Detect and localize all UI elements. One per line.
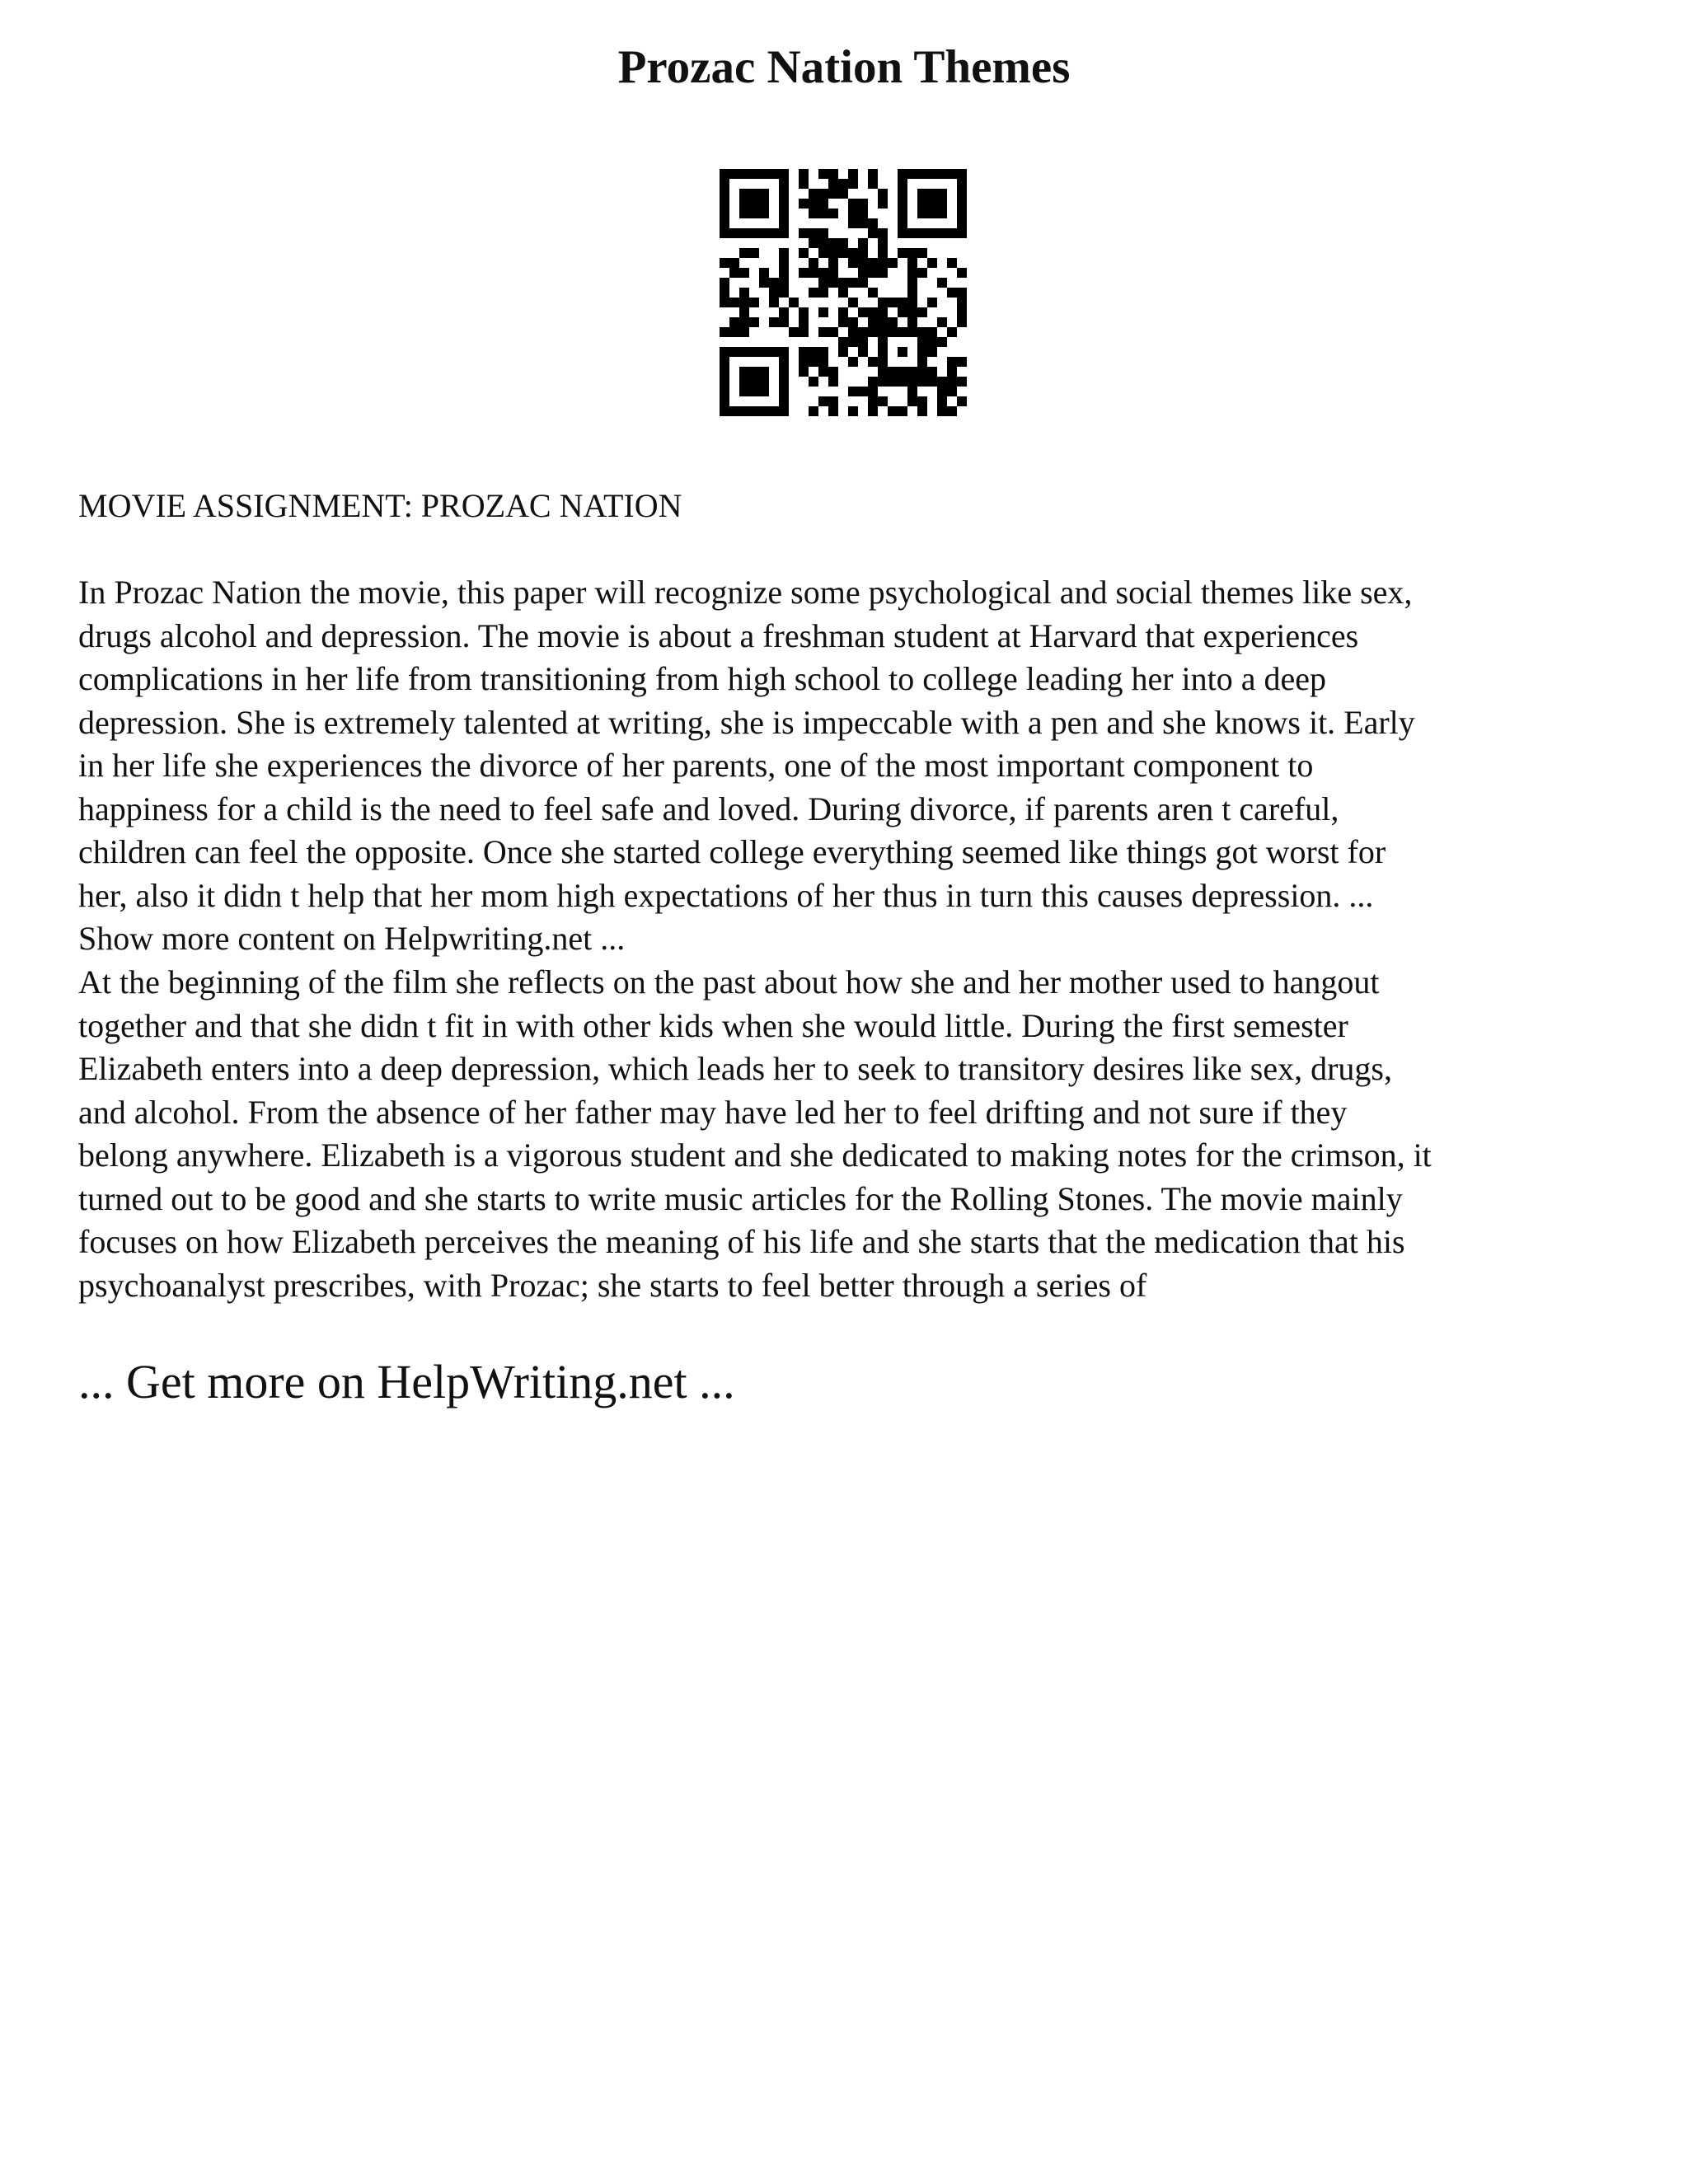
assignment-heading: MOVIE ASSIGNMENT: PROZAC NATION (78, 487, 682, 524)
text-line: children can feel the opposite. Once she started college everything seemed like things got worst for (78, 833, 1386, 870)
text-line: focuses on how Elizabeth perceives the meaning of his life and she starts that the medication that his (78, 1223, 1405, 1260)
qr-code-icon (720, 169, 967, 416)
text-line: At the beginning of the film she reflects on the past about how she and her mother used to hangout (78, 963, 1380, 1001)
text-line: complications in her life from transitioning from high school to college leading her into a deep (78, 660, 1327, 697)
text-line: in her life she experiences the divorce of her parents, one of the most important component to (78, 747, 1314, 784)
text-line: psychoanalyst prescribes, with Prozac; she starts to feel better through a series of (78, 1266, 1147, 1304)
get-more-link[interactable]: ... Get more on HelpWriting.net ... (78, 1355, 735, 1408)
text-line: her, also it didn t help that her mom high expectations of her thus in turn this causes depression. ... (78, 876, 1374, 914)
text-line: turned out to be good and she starts to write music articles for the Rolling Stones. The movie mainly (78, 1179, 1403, 1217)
text-line: Elizabeth enters into a deep depression, which leads her to seek to transitory desires like sex, drugs, (78, 1050, 1392, 1087)
text-line: together and that she didn t fit in with other kids when she would little. During the first semester (78, 1006, 1348, 1044)
page-title: Prozac Nation Themes (617, 41, 1071, 93)
text-line: happiness for a child is the need to feel safe and loved. During divorce, if parents aren t careful, (78, 790, 1339, 827)
text-line: In Prozac Nation the movie, this paper will recognize some psychological and social themes like sex, (78, 574, 1413, 611)
paragraph-film (78, 961, 1628, 1307)
text-line: depression. She is extremely talented at writing, she is impeccable with a pen and she knows it. Early (78, 703, 1415, 741)
show-more-line: Show more content on Helpwriting.net ... (78, 920, 626, 957)
text-line: belong anywhere. Elizabeth is a vigorous student and she dedicated to making notes for the crimson, it (78, 1137, 1432, 1174)
text-line: drugs alcohol and depression. The movie is about a freshman student at Harvard that experiences (78, 616, 1359, 654)
text-line: and alcohol. From the absence of her father may have led her to feel drifting and not sure if they (78, 1093, 1348, 1131)
paragraph-intro (78, 571, 1628, 961)
